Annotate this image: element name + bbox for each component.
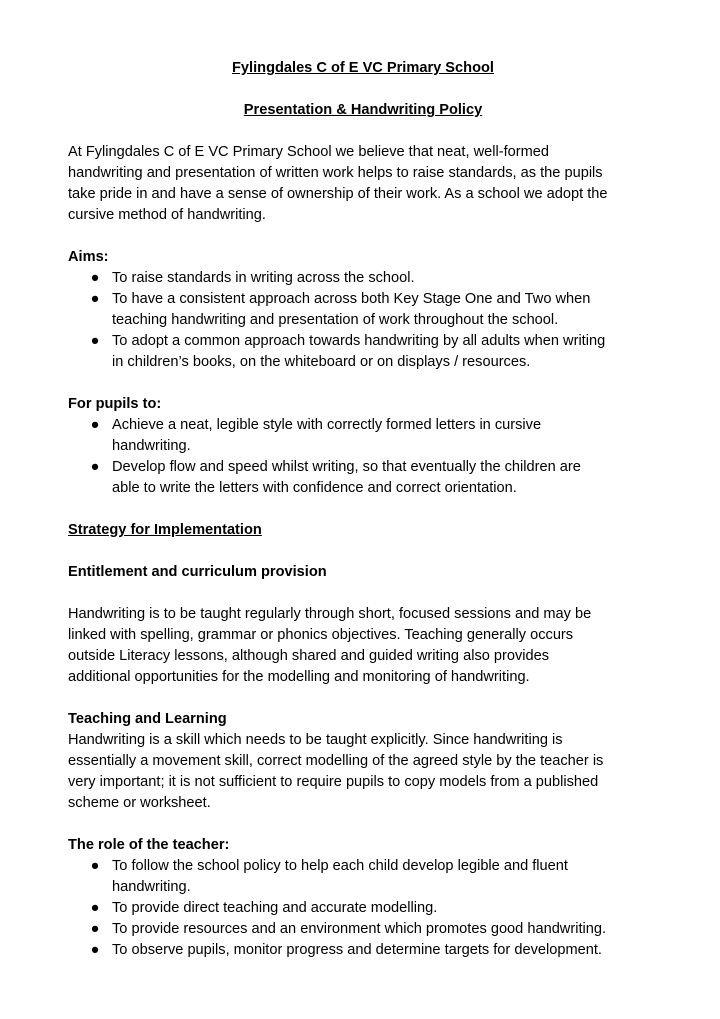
list-item: ● To follow the school policy to help each child develop legible and fluent handwriting.: [68, 856, 658, 898]
school-title: Fylingdales C of E VC Primary School: [232, 60, 494, 76]
bullet-icon: ●: [90, 270, 100, 286]
bullet-icon: ●: [90, 333, 100, 349]
pupils-heading: For pupils to:: [68, 396, 162, 412]
entitlement-paragraph: Handwriting is to be taught regularly through short, focused sessions and may be linked with spelling, grammar or phonics objectives. Teaching generally occurs outside Literacy lessons, although shared and guided writing also provides additional opportunities for the modelling and monitoring of handwriting.: [68, 606, 592, 685]
aims-list: [68, 268, 658, 373]
teacher-role-heading: The role of the teacher:: [68, 837, 230, 853]
intro-line: At Fylingdales C of E VC Primary School we believe that neat, well-formed: [68, 144, 549, 160]
strategy-heading: Strategy for Implementation: [68, 522, 262, 538]
list-item: ● To observe pupils, monitor progress and determine targets for development.: [68, 940, 658, 961]
list-item: ● To provide direct teaching and accurate modelling.: [68, 898, 658, 919]
teaching-heading: Teaching and Learning: [68, 711, 227, 727]
teacher-role-list: [68, 856, 658, 961]
bullet-icon: ●: [90, 942, 100, 958]
policy-title: Presentation & Handwriting Policy: [243, 102, 483, 118]
aims-heading: Aims:: [68, 249, 109, 265]
intro-paragraph: [68, 142, 658, 226]
teaching-paragraph: Handwriting is a skill which needs to be taught explicitly. Since handwriting is essentially a movement skill, correct modelling of the agreed style by the teacher is very important; it is not sufficient to require pupils to copy models from a published scheme or worksheet.: [68, 732, 604, 811]
pupils-list: [68, 415, 658, 499]
intro-line: take pride in and have a sense of ownership of their work. As a school we adopt the: [68, 186, 608, 202]
bullet-icon: ●: [90, 921, 100, 937]
bullet-icon: ●: [90, 459, 100, 475]
list-item: ● Develop flow and speed whilst writing, so that eventually the children are able to write the letters with confidence and correct orientation.: [68, 457, 658, 499]
bullet-icon: ●: [90, 900, 100, 916]
bullet-icon: ●: [90, 291, 100, 307]
list-item: ● To have a consistent approach across both Key Stage One and Two when teaching handwriting and presentation of work throughout the school.: [68, 289, 658, 331]
list-item: ● To provide resources and an environment which promotes good handwriting.: [68, 919, 658, 940]
intro-line: cursive method of handwriting.: [68, 207, 266, 223]
list-item: ● To raise standards in writing across the school.: [68, 268, 658, 289]
bullet-icon: ●: [90, 858, 100, 874]
intro-line: handwriting and presentation of written work helps to raise standards, as the pupils: [68, 165, 603, 181]
bullet-icon: ●: [90, 417, 100, 433]
list-item: ● Achieve a neat, legible style with correctly formed letters in cursive handwriting.: [68, 415, 658, 457]
document-page: [68, 58, 658, 961]
entitlement-heading: Entitlement and curriculum provision: [68, 564, 327, 580]
list-item: ● To adopt a common approach towards handwriting by all adults when writing in children’s books, on the whiteboard or on displays / resources.: [68, 331, 658, 373]
